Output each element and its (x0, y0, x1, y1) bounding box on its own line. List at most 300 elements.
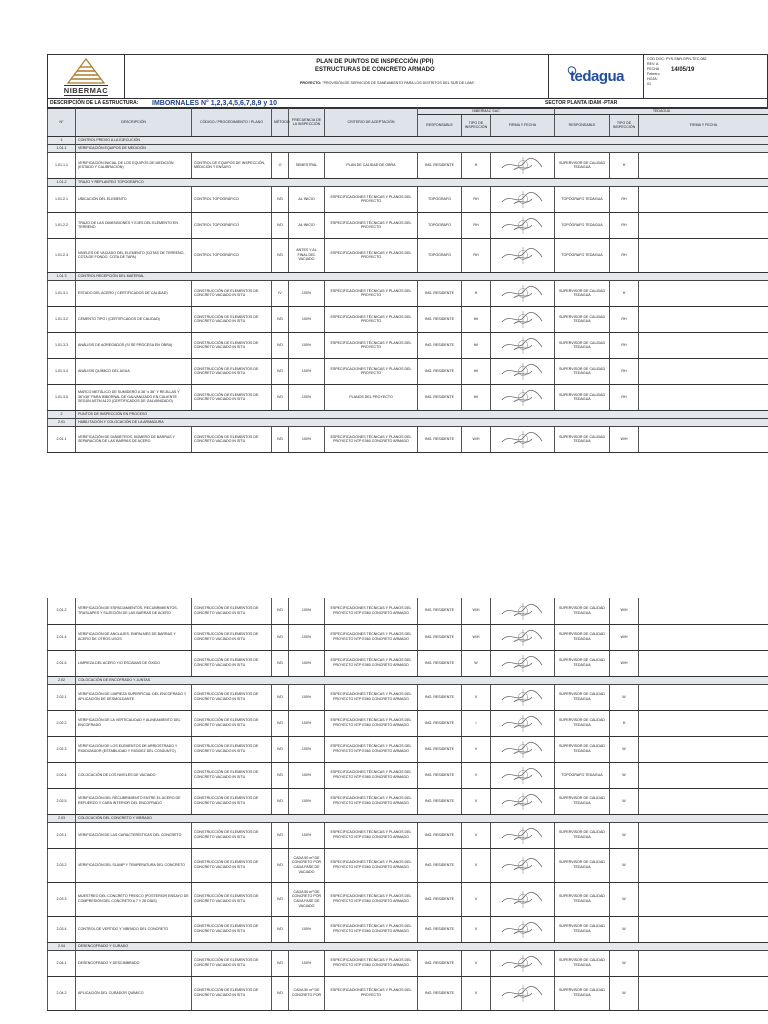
project-info: PROYECTO: "PROVISIÓN DE SERVICIOS DE SANEAMIENTO PARA LOS DISTRITOS DEL SUR DE LIMA" (300, 81, 475, 85)
item-description: VERIFICACIÓN DE LOS ELEMENTOS DE ARRIOSTRADO Y RIGIDIZADOR (ESTABILIDAD Y RIGIDEZ DEL CONJUNTO) (76, 736, 192, 762)
item-inspection-type-2: RH (610, 212, 639, 238)
table-row (48, 848, 768, 882)
item-signature (491, 426, 555, 452)
item-frequency: 100% (289, 598, 325, 624)
item-responsible: ING. RESIDENTE (418, 882, 462, 916)
section-row (48, 942, 768, 950)
table-row (48, 684, 768, 710)
item-responsible-2: TOPÓGRAFO TEDAGUA (555, 238, 610, 272)
item-description: UBICACIÓN DEL ELEMENTO (76, 186, 192, 212)
inspection-table-2 (47, 598, 768, 1011)
section-row (48, 814, 768, 822)
item-responsible-2: SUPERVISOR DE CALIDAD TEDAGUA (555, 710, 610, 736)
col-tipo: TIPO DE INSPECCIÓN (462, 114, 491, 136)
col-firma-2: FIRMA Y FECHA (639, 114, 768, 136)
signature-image (496, 627, 550, 647)
signature-image (496, 429, 550, 449)
table-row (48, 736, 768, 762)
item-frequency: 100% (289, 624, 325, 650)
table-row (48, 358, 768, 384)
col-group-nibermac: NIBERMAC SAC (418, 109, 555, 115)
section-number: 2.04 (48, 942, 76, 950)
section-row (48, 418, 768, 426)
section-number: 2.02 (48, 676, 76, 684)
item-criterion: ESPECIFICACIONES TÉCNICAS Y PLANOS DEL PROYECTO (325, 280, 418, 306)
item-description: ESTADO DEL ACERO ( CERTIFICADOS DE CALIDAD) (76, 280, 192, 306)
section-title: VERIFICACIÓN EQUIPOS DE MEDICIÓN (76, 144, 768, 152)
item-description: VERIFICACIÓN DE ESPACIAMIENTOS, RECUBRIMIENTOS, TRASLAPES Y SUJECIÓN DE LAS BARRAS DE ACERO (76, 598, 192, 624)
item-responsible: ING. RESIDENTE (418, 822, 462, 848)
brand-text: tedagua (569, 68, 624, 85)
item-inspection-type-2: W (610, 736, 639, 762)
item-signature (491, 306, 555, 332)
table-row (48, 238, 768, 272)
signature-image (496, 387, 550, 407)
item-number: 2.02.3 (48, 736, 76, 762)
signature-image (496, 155, 550, 175)
item-criterion: ESPECIFICACIONES TÉCNICAS Y PLANOS DEL PROYECTO (325, 306, 418, 332)
item-responsible-2: SUPERVISOR DE CALIDAD TEDAGUA (555, 788, 610, 814)
item-signature (491, 624, 555, 650)
item-responsible-2: SUPERVISOR DE CALIDAD TEDAGUA (555, 306, 610, 332)
signature-image (496, 335, 550, 355)
item-responsible: ING. RESIDENTE (418, 710, 462, 736)
item-method: IVD (272, 950, 289, 976)
signature-image (496, 653, 550, 673)
item-signature (491, 762, 555, 788)
table-body-2 (48, 598, 768, 1010)
item-inspection-type-2: W/H (610, 650, 639, 676)
item-responsible-2: TOPÓGRAFO TEDAGUA (555, 212, 610, 238)
item-description: VERIFICACIÓN DEL RECUBRIMIENTO ENTRE EL ACERO DE REFUERZO Y CARA INTERIOR DEL ENCOFRADO (76, 788, 192, 814)
item-inspection-type-2: RH (610, 332, 639, 358)
item-criterion: ESPECIFICACIONES TÉCNICAS Y PLANOS DEL PROYECTO NTP E060 CONCRETO ARMADO (325, 882, 418, 916)
item-signature (491, 710, 555, 736)
item-description: CEMENTO TIPO I (CERTIFICADOS DE CALIDAD) (76, 306, 192, 332)
item-responsible: ING. RESIDENTE (418, 848, 462, 882)
item-code: CONSTRUCCIÓN DE ELEMENTOS DE CONCRETO VACIADO IN SITU (192, 916, 272, 942)
item-inspection-type: H (462, 280, 491, 306)
section-title: COLOCACIÓN DE ENCOFRADO Y JUNTAS (76, 676, 768, 684)
item-description: VERIFICACIÓN DE LA VERTICALIDAD Y ALINEAMIENTO DEL ENCOFRADO (76, 710, 192, 736)
item-responsible: ING. RESIDENTE (418, 788, 462, 814)
item-inspection-type: V (462, 684, 491, 710)
item-code: CONSTRUCCIÓN DE ELEMENTOS DE CONCRETO VACIADO IN SITU (192, 598, 272, 624)
item-method: IVD (272, 238, 289, 272)
item-inspection-type: I (462, 710, 491, 736)
item-criterion: ESPECIFICACIONES TÉCNICAS Y PLANOS DEL PROYECTO (325, 186, 418, 212)
item-inspection-type: RH (462, 186, 491, 212)
item-signature (491, 916, 555, 942)
col-responsable-2: RESPONSABLE (555, 114, 610, 136)
item-inspection-type-2: W/H (610, 598, 639, 624)
col-frecuencia: FRECUENCIA DE LA INSPECCIÓN (289, 109, 325, 137)
signature-image (496, 687, 550, 707)
item-inspection-type: H/I (462, 332, 491, 358)
item-responsible: ING. RESIDENTE (418, 598, 462, 624)
item-description: CONTROL DE VERTIDO Y VIBRADO DEL CONCRETO (76, 916, 192, 942)
item-code: CONSTRUCCIÓN DE ELEMENTOS DE CONCRETO VACIADO IN SITU (192, 684, 272, 710)
item-method: IVD (272, 848, 289, 882)
item-signature (491, 788, 555, 814)
item-code: CONSTRUCCIÓN DE ELEMENTOS DE CONCRETO VACIADO IN SITU (192, 384, 272, 410)
section-title: TRAZO Y REPLANTEO TOPOGRÁFICO (76, 178, 768, 186)
item-signature-2 (639, 358, 768, 384)
item-signature-2 (639, 238, 768, 272)
signature-image (496, 953, 550, 973)
signature-image (496, 283, 550, 303)
item-signature-2 (639, 710, 768, 736)
section-row (48, 410, 768, 418)
item-inspection-type-2: RH (610, 186, 639, 212)
item-signature (491, 212, 555, 238)
sector-label: SECTOR PLANTA IDAM -PTAR (545, 100, 618, 106)
item-frequency: AL INICIO (289, 212, 325, 238)
item-responsible-2: TOPÓGRAFO TEDAGUA (555, 186, 610, 212)
signature-image (496, 309, 550, 329)
table-row (48, 598, 768, 624)
table-row (48, 152, 768, 178)
document-title: PLAN DE PUNTOS DE INSPECCIÓN (PPI) ESTRUCTURAS DE CONCRETO ARMADO (315, 59, 435, 73)
item-description: VERIFICACIÓN DE ANCLAJES, EMPALMES DE BARRAS Y ACERO DE OTROS USOS (76, 624, 192, 650)
item-inspection-type: V (462, 788, 491, 814)
item-description: NIVELES DE VACIADO DEL ELEMENTO (COTAS DE TERRENO, COTA DE FONDO, COTA DE TAPA) (76, 238, 192, 272)
item-number: 1.01.3.3 (48, 332, 76, 358)
nibermac-logo (48, 55, 125, 98)
item-method: IVD (272, 624, 289, 650)
table-row (48, 916, 768, 942)
item-frequency: SEMESTRAL (289, 152, 325, 178)
item-number: 2.04.1 (48, 950, 76, 976)
item-responsible-2: SUPERVISOR DE CALIDAD TEDAGUA (555, 882, 610, 916)
signature-image (496, 889, 550, 909)
signature-image (496, 215, 550, 235)
item-responsible: ING. RESIDENTE (418, 762, 462, 788)
table-row (48, 788, 768, 814)
item-inspection-type-2: RH (610, 384, 639, 410)
item-frequency: 100% (289, 426, 325, 452)
item-signature-2 (639, 332, 768, 358)
item-code: CONSTRUCCIÓN DE ELEMENTOS DE CONCRETO VACIADO IN SITU (192, 848, 272, 882)
item-method: IVD (272, 384, 289, 410)
item-responsible: ING. RESIDENTE (418, 358, 462, 384)
item-inspection-type-2: W/H (610, 624, 639, 650)
item-method: IVD (272, 306, 289, 332)
item-signature (491, 598, 555, 624)
item-signature-2 (639, 736, 768, 762)
col-group-tedagua: TEDAGUA (555, 109, 768, 115)
item-inspection-type-2: H (610, 280, 639, 306)
item-description: VERIFICACIÓN DEL SLUMP Y TEMPERATURA DEL CONCRETO (76, 848, 192, 882)
item-number: 1.01.3.1 (48, 280, 76, 306)
item-signature-2 (639, 684, 768, 710)
item-method: IVD (272, 976, 289, 1010)
item-method: IV (272, 280, 289, 306)
signature-image (496, 245, 550, 265)
item-signature (491, 882, 555, 916)
item-responsible-2: SUPERVISOR DE CALIDAD TEDAGUA (555, 822, 610, 848)
table-body-1 (48, 136, 768, 452)
col-firma: FIRMA Y FECHA (491, 114, 555, 136)
table-row (48, 822, 768, 848)
item-signature-2 (639, 306, 768, 332)
col-n: N° (48, 109, 76, 137)
item-criterion: ESPECIFICACIONES TÉCNICAS Y PLANOS DEL PROYECTO (325, 358, 418, 384)
item-inspection-type-2: H (610, 710, 639, 736)
item-method: IVD (272, 598, 289, 624)
item-number: 1.01.2.1 (48, 186, 76, 212)
item-inspection-type: V (462, 822, 491, 848)
item-signature (491, 950, 555, 976)
item-inspection-type: V (462, 848, 491, 882)
item-signature-2 (639, 788, 768, 814)
item-number: 2.04.2 (48, 976, 76, 1010)
table-row (48, 280, 768, 306)
item-code: CONSTRUCCIÓN DE ELEMENTOS DE CONCRETO VACIADO IN SITU (192, 624, 272, 650)
item-responsible: TOPÓGRAFO (418, 186, 462, 212)
item-signature-2 (639, 212, 768, 238)
item-signature-2 (639, 598, 768, 624)
section-number: 2.03 (48, 814, 76, 822)
item-method: IVD (272, 762, 289, 788)
item-signature (491, 332, 555, 358)
item-inspection-type-2: W (610, 882, 639, 916)
item-inspection-type: RH (462, 212, 491, 238)
item-inspection-type: W/H (462, 598, 491, 624)
item-method: O (272, 152, 289, 178)
item-criterion: ESPECIFICACIONES TÉCNICAS Y PLANOS DEL PROYECTO NTP E060 CONCRETO ARMADO (325, 848, 418, 882)
table-row (48, 762, 768, 788)
item-responsible-2: SUPERVISOR DE CALIDAD TEDAGUA (555, 598, 610, 624)
item-method: IVD (272, 186, 289, 212)
item-frequency: ANTES Y AL FINAL DEL VACIADO (289, 238, 325, 272)
item-description: MARCO METÁLICO DE SUMIDERO A 36" x 36" Y REJILLAS Y 36"x36" PARA IMBORNAL DE GALVANIZADO EN CALIENTE SEGÚN ASTM A123 (CERTIFICADOS DE GALVANIZADO) (76, 384, 192, 410)
item-responsible: ING. RESIDENTE (418, 152, 462, 178)
item-responsible-2: SUPERVISOR DE CALIDAD TEDAGUA (555, 976, 610, 1010)
item-inspection-type-2: W (610, 762, 639, 788)
item-criterion: ESPECIFICACIONES TÉCNICAS Y PLANOS DEL PROYECTO NTP E060 CONCRETO ARMADO (325, 650, 418, 676)
item-responsible: TOPÓGRAFO (418, 212, 462, 238)
signature-image (496, 765, 550, 785)
meta-date: 14/05/19 (671, 67, 695, 73)
item-signature (491, 684, 555, 710)
item-description: MUESTREO DEL CONCRETO FRESCO (POSTERIOR ENSAYO DE COMPRESIÓN DEL CONCRETO A 7 Y 28 DÍAS) (76, 882, 192, 916)
item-signature-2 (639, 916, 768, 942)
item-method: IVD (272, 426, 289, 452)
item-criterion: ESPECIFICACIONES TÉCNICAS Y PLANOS DEL PROYECTO NTP E060 CONCRETO ARMADO (325, 788, 418, 814)
item-method: IVD (272, 916, 289, 942)
item-number: 1.01.1.1 (48, 152, 76, 178)
structure-description: DESCRIPCIÓN DE LA ESTRUCTURA: IMBORNALES N° 1,2,3,4,5,6,7,8,9 y 10 SECTOR PLANTA IDAM -PTAR (47, 98, 768, 108)
logo-text: NIBERMAC (63, 85, 109, 95)
item-inspection-type: V (462, 950, 491, 976)
item-method: IVD (272, 212, 289, 238)
item-frequency: 100% (289, 384, 325, 410)
section-title: COLOCACIÓN DEL CONCRETO Y VIBRADO (76, 814, 768, 822)
item-method: IVD (272, 650, 289, 676)
item-responsible-2: SUPERVISOR DE CALIDAD TEDAGUA (555, 358, 610, 384)
item-signature-2 (639, 624, 768, 650)
section-row (48, 676, 768, 684)
item-criterion: PLAN DE CALIDAD DE OBRA (325, 152, 418, 178)
item-inspection-type-2: RH (610, 238, 639, 272)
section-number: 1.01.3 (48, 272, 76, 280)
item-code: CONTROL DE EQUIPOS DE INSPECCIÓN, MEDICIÓN Y ENSAYO (192, 152, 272, 178)
item-number: 2.02.5 (48, 788, 76, 814)
item-description: COLOCACIÓN DE LOS NIVELES DE VACIADO (76, 762, 192, 788)
item-number: 2.01.1 (48, 426, 76, 452)
col-tipo-2: TIPO DE INSPECCIÓN (610, 114, 639, 136)
item-code: CONSTRUCCIÓN DE ELEMENTOS DE CONCRETO VACIADO IN SITU (192, 332, 272, 358)
table-row (48, 212, 768, 238)
signature-image (496, 601, 550, 621)
item-inspection-type: H/I (462, 384, 491, 410)
item-signature (491, 736, 555, 762)
item-number: 1.01.2.2 (48, 212, 76, 238)
item-inspection-type-2: W (610, 916, 639, 942)
document-meta: COD DOC: PYS-SNR-GPN-TEC-082 REV: A FECHA 14/05/19 Febrero HOJA: 01 (643, 55, 767, 98)
item-responsible-2: SUPERVISOR DE CALIDAD TEDAGUA (555, 426, 610, 452)
item-method: IVD (272, 710, 289, 736)
item-code: CONSTRUCCIÓN DE ELEMENTOS DE CONCRETO VACIADO IN SITU (192, 358, 272, 384)
item-inspection-type-2: W/H (610, 426, 639, 452)
item-number: 2.01.2 (48, 598, 76, 624)
section-title: HABILITACIÓN Y COLOCACIÓN DE LA ARMADURA (76, 418, 768, 426)
item-signature-2 (639, 186, 768, 212)
item-method: IVD (272, 684, 289, 710)
item-code: CONSTRUCCIÓN DE ELEMENTOS DE CONCRETO VACIADO IN SITU (192, 736, 272, 762)
item-inspection-type: W (462, 650, 491, 676)
item-inspection-type: W/H (462, 426, 491, 452)
item-criterion: ESPECIFICACIONES TÉCNICAS Y PLANOS DEL PROYECTO NTP E060 CONCRETO ARMADO (325, 710, 418, 736)
item-responsible: ING. RESIDENTE (418, 426, 462, 452)
item-number: 2.03.2 (48, 848, 76, 882)
item-inspection-type-2: W (610, 976, 639, 1010)
item-method: IVD (272, 332, 289, 358)
item-frequency: AL INICIO (289, 186, 325, 212)
item-criterion: ESPECIFICACIONES TÉCNICAS Y PLANOS DEL PROYECTO NTP E060 CONCRETO ARMADO (325, 762, 418, 788)
item-inspection-type: H/I (462, 358, 491, 384)
item-responsible: ING. RESIDENTE (418, 624, 462, 650)
item-description: VERIFICACIÓN DE DIÁMETROS, NÚMERO DE BARRAS Y SEPARACIÓN DE LAS BARRAS DE ACERO (76, 426, 192, 452)
item-number: 1.01.3.5 (48, 384, 76, 410)
item-inspection-type: V (462, 736, 491, 762)
item-code: CONSTRUCCIÓN DE ELEMENTOS DE CONCRETO VACIADO IN SITU (192, 762, 272, 788)
table-row (48, 950, 768, 976)
item-frequency: 100% (289, 822, 325, 848)
document-page-1 (47, 54, 768, 453)
item-frequency: 100% (289, 762, 325, 788)
item-responsible-2: SUPERVISOR DE CALIDAD TEDAGUA (555, 384, 610, 410)
item-method: IVD (272, 822, 289, 848)
item-responsible: ING. RESIDENTE (418, 736, 462, 762)
item-criterion: ESPECIFICACIONES TÉCNICAS Y PLANOS DEL PROYECTO NTP E060 CONCRETO ARMADO (325, 916, 418, 942)
item-frequency: 100% (289, 684, 325, 710)
item-responsible-2: TOPÓGRAFO TEDAGUA (555, 762, 610, 788)
item-responsible: TOPÓGRAFO (418, 238, 462, 272)
section-number: 2.01 (48, 418, 76, 426)
item-inspection-type: W/H (462, 624, 491, 650)
item-inspection-type: V (462, 976, 491, 1010)
item-number: 2.02.1 (48, 684, 76, 710)
section-row (48, 144, 768, 152)
item-responsible: ING. RESIDENTE (418, 976, 462, 1010)
signature-image (496, 189, 550, 209)
item-criterion: ESPECIFICACIONES TÉCNICAS Y PLANOS DEL PROYECTO NTP E060 CONCRETO ARMADO (325, 822, 418, 848)
item-frequency: 100% (289, 950, 325, 976)
item-description: DESENCOFRADO Y DESCIMBRADO (76, 950, 192, 976)
item-responsible: ING. RESIDENTE (418, 384, 462, 410)
inspection-table-1 (47, 108, 768, 453)
item-method: IVD (272, 882, 289, 916)
item-inspection-type: H/I (462, 306, 491, 332)
table-row (48, 650, 768, 676)
item-number: 1.01.3.4 (48, 358, 76, 384)
item-number: 2.01.5 (48, 650, 76, 676)
item-responsible-2: SUPERVISOR DE CALIDAD TEDAGUA (555, 332, 610, 358)
item-code: CONSTRUCCIÓN DE ELEMENTOS DE CONCRETO VACIADO IN SITU (192, 306, 272, 332)
item-responsible: ING. RESIDENTE (418, 950, 462, 976)
item-criterion: ESPECIFICACIONES TÉCNICAS Y PLANOS DEL PROYECTO (325, 212, 418, 238)
item-responsible: ING. RESIDENTE (418, 306, 462, 332)
item-responsible: ING. RESIDENTE (418, 332, 462, 358)
section-row (48, 272, 768, 280)
item-responsible-2: SUPERVISOR DE CALIDAD TEDAGUA (555, 152, 610, 178)
item-frequency: CADA 50 m³ DE CONCRETO POR (289, 976, 325, 1010)
col-metodo: MÉTODO (272, 109, 289, 137)
item-frequency: 100% (289, 280, 325, 306)
section-number: 1 (48, 136, 76, 144)
item-criterion: ESPECIFICACIONES TÉCNICAS Y PLANOS DEL PROYECTO NTP E060 CONCRETO ARMADO (325, 426, 418, 452)
item-signature-2 (639, 152, 768, 178)
section-title: PUNTOS DE INSPECCIÓN EN PROCESO (76, 410, 768, 418)
item-number: 2.02.4 (48, 762, 76, 788)
item-number: 2.03.3 (48, 882, 76, 916)
item-description: VERIFICACIÓN DE LAS CARACTERÍSTICAS DEL CONCRETO (76, 822, 192, 848)
item-signature-2 (639, 426, 768, 452)
table-row (48, 426, 768, 452)
item-inspection-type-2: W (610, 822, 639, 848)
item-criterion: ESPECIFICACIONES TÉCNICAS Y PLANOS DEL PROYECTO (325, 976, 418, 1010)
item-signature (491, 650, 555, 676)
table-row (48, 624, 768, 650)
item-signature-2 (639, 882, 768, 916)
item-frequency: 100% (289, 358, 325, 384)
item-inspection-type: H (462, 152, 491, 178)
item-frequency: 100% (289, 710, 325, 736)
item-frequency: CADA 50 m³ DE CONCRETO POR CADA FASE DE VACIADO (289, 848, 325, 882)
item-frequency: 100% (289, 736, 325, 762)
item-code: CONTROL TOPOGRÁFICO (192, 186, 272, 212)
header-center (125, 55, 548, 98)
item-code: CONSTRUCCIÓN DE ELEMENTOS DE CONCRETO VACIADO IN SITU (192, 426, 272, 452)
item-signature (491, 280, 555, 306)
item-description: ANÁLISIS QUÍMICO DEL AGUA (76, 358, 192, 384)
item-responsible-2: SUPERVISOR DE CALIDAD TEDAGUA (555, 848, 610, 882)
item-responsible: ING. RESIDENTE (418, 650, 462, 676)
item-inspection-type-2: W (610, 788, 639, 814)
section-row (48, 136, 768, 144)
table-row (48, 710, 768, 736)
item-inspection-type: V (462, 762, 491, 788)
item-criterion: ESPECIFICACIONES TÉCNICAS Y PLANOS DEL PROYECTO NTP E060 CONCRETO ARMADO (325, 598, 418, 624)
item-criterion: ESPECIFICACIONES TÉCNICAS Y PLANOS DEL PROYECTO NTP E060 CONCRETO ARMADO (325, 950, 418, 976)
item-code: CONSTRUCCIÓN DE ELEMENTOS DE CONCRETO VACIADO IN SITU (192, 822, 272, 848)
item-responsible: ING. RESIDENTE (418, 684, 462, 710)
item-criterion: ESPECIFICACIONES TÉCNICAS Y PLANOS DEL PROYECTO NTP E060 CONCRETO ARMADO (325, 736, 418, 762)
table-row (48, 186, 768, 212)
col-criterio: CRITERIO DE ACEPTACIÓN (325, 109, 418, 137)
